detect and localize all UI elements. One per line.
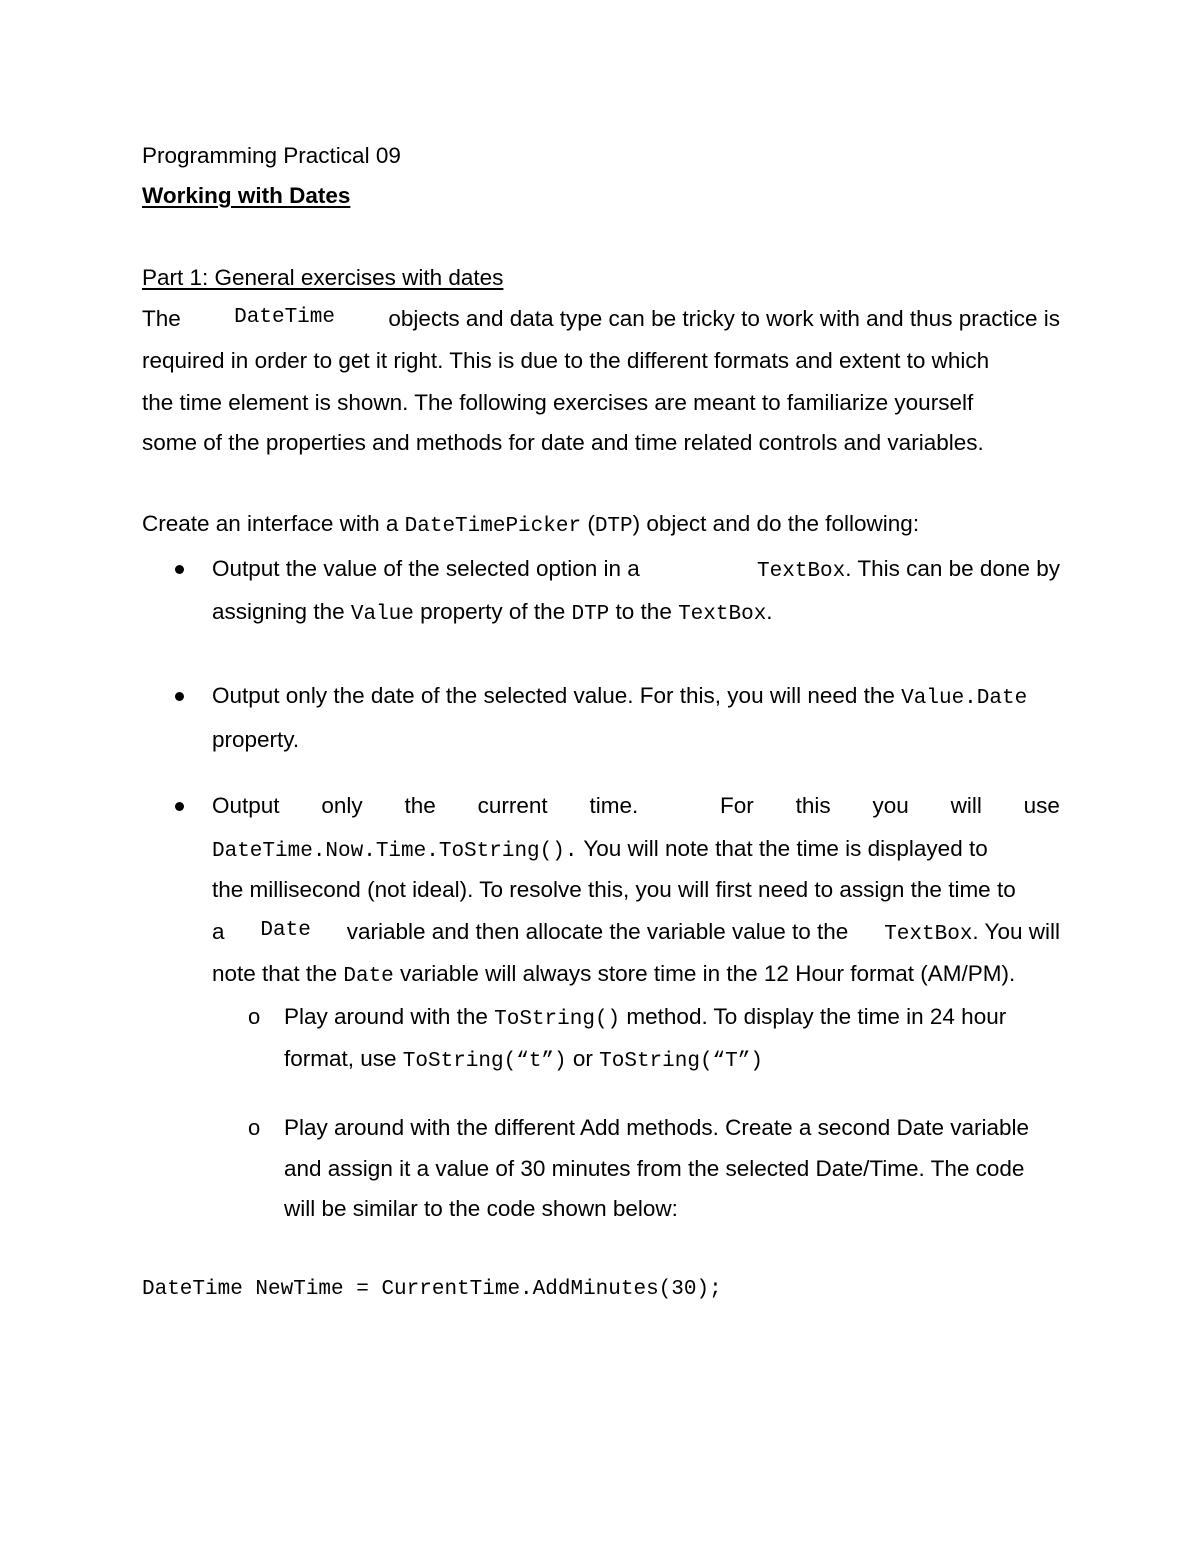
bullet3-line-5: note that the Date variable will always store time in the 12 Hour format (AM/PM). <box>212 961 1016 988</box>
intro-line-3: the time element is shown. The following exercises are meant to familiarize yourself <box>142 390 974 415</box>
code-datetimepicker: DateTimePicker <box>404 515 582 538</box>
part1-heading: Part 1: General exercises with dates <box>142 265 504 290</box>
code-value: Value <box>350 603 414 626</box>
code-value-date: Value.Date <box>901 687 1028 710</box>
bullet3-line-4: a Date variable and then allocate the variable value to the TextBox. You will <box>212 919 1060 946</box>
sub1-line-1: Play around with the ToString() method. To display the time in 24 hour <box>284 1004 1007 1031</box>
code-tostring: ToString() <box>494 1008 621 1031</box>
code-tostring-t: ToString(“t”) <box>402 1050 567 1073</box>
bullet-dot-icon <box>175 802 184 811</box>
bullet3-line-2: DateTime.Now.Time.ToString(). You will note that the time is displayed to <box>212 836 988 863</box>
code-date: Date <box>260 919 311 942</box>
code-textbox: TextBox <box>757 560 846 583</box>
intro-line-2: required in order to get it right. This is due to the different formats and extent to which <box>142 348 990 373</box>
intro-line-1: The DateTime objects and data type can be tricky to work with and thus practice is <box>142 306 1060 331</box>
intro-line-4: some of the properties and methods for date and time related controls and variables. <box>142 430 984 455</box>
code-date: Date <box>343 965 394 988</box>
code-datetime-now-time-tostring: DateTime.Now.Time.ToString(). <box>212 840 578 863</box>
bullet-dot-icon <box>175 692 184 701</box>
sub2-line-2: and assign it a value of 30 minutes from the selected Date/Time. The code <box>284 1156 1025 1181</box>
bullet3-line-1: Output only the current time. For this you will use <box>212 793 1060 818</box>
code-textbox: TextBox <box>884 923 973 946</box>
document-title: Working with Dates <box>142 183 351 208</box>
code-datetime: DateTime <box>234 306 335 329</box>
code-sample: DateTime NewTime = CurrentTime.AddMinutes(30); <box>142 1278 722 1301</box>
code-dtp: DTP <box>571 603 610 626</box>
bullet-dot-icon <box>175 565 184 574</box>
bullet3-line-3: the millisecond (not ideal). To resolve this, you will first need to assign the time to <box>212 877 1016 902</box>
code-textbox: TextBox <box>678 603 767 626</box>
code-dtp: DTP <box>594 515 633 538</box>
bullet2-line-2: property. <box>212 727 300 752</box>
task-line: Create an interface with a DateTimePicker (DTP) object and do the following: <box>142 511 920 538</box>
code-tostring-T: ToString(“T”) <box>599 1050 763 1073</box>
course-title: Programming Practical 09 <box>142 143 401 168</box>
bullet1-line-1: Output the value of the selected option in a TextBox. This can be done by <box>212 556 1060 583</box>
bullet1-line-2: assigning the Value property of the DTP to the TextBox. <box>212 599 773 626</box>
sub2-line-3: will be similar to the code shown below: <box>284 1196 678 1221</box>
sub-bullet-marker: o <box>248 1115 261 1140</box>
sub-bullet-marker: o <box>248 1004 261 1029</box>
bullet2-line-1: Output only the date of the selected value. For this, you will need the Value.Date <box>212 683 1028 710</box>
sub1-line-2: format, use ToString(“t”) or ToString(“T”) <box>284 1046 763 1073</box>
sub2-line-1: Play around with the different Add methods. Create a second Date variable <box>284 1115 1030 1140</box>
